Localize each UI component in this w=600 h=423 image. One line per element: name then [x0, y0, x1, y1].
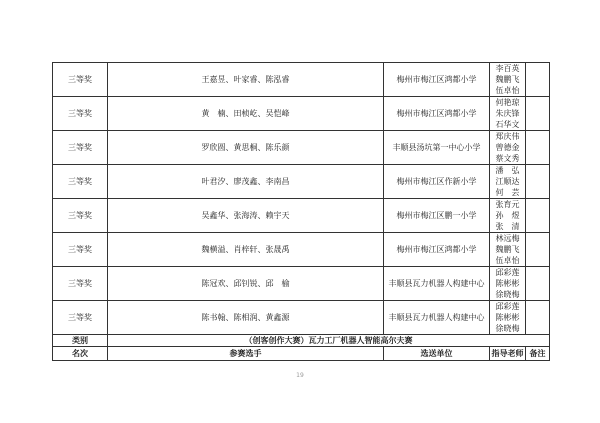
award-cell: 三等奖	[53, 267, 108, 301]
table-header-row	[53, 347, 550, 361]
award-cell: 三等奖	[53, 233, 108, 267]
table-row	[53, 267, 550, 301]
teacher-name: 蔡文秀	[495, 154, 520, 163]
remark-cell	[526, 301, 550, 335]
teacher-name: 孙 煜	[495, 211, 520, 220]
unit-cell: 丰顺县瓦力机器人构建中心	[384, 301, 490, 335]
players-cell: 叶君汐、廖茂鑫、李南昌	[108, 165, 384, 199]
award-cell: 三等奖	[53, 165, 108, 199]
teacher-name: 徐晓梅	[495, 290, 520, 299]
players-cell: 陈书翰、陈相润、黄鑫源	[108, 301, 384, 335]
remark-cell	[526, 63, 550, 97]
teachers-cell	[490, 165, 526, 199]
unit-cell: 丰顺县瓦力机器人构建中心	[384, 267, 490, 301]
remark-cell	[526, 131, 550, 165]
teachers-cell	[490, 199, 526, 233]
teachers-cell	[490, 233, 526, 267]
remark-cell	[526, 199, 550, 233]
category-title: （创客创作大赛）瓦力工厂机器人智能高尔夫赛	[108, 335, 550, 347]
teachers-cell	[490, 131, 526, 165]
teacher-name: 伍卓怡	[495, 256, 520, 265]
unit-cell: 梅州市梅江区作新小学	[384, 165, 490, 199]
teacher-name: 郑庆伟	[495, 132, 520, 141]
teacher-name: 张 清	[495, 222, 520, 231]
teachers-cell	[490, 267, 526, 301]
players-cell: 陈冠欢、邱钊锐、邱 榆	[108, 267, 384, 301]
column-header-remark: 备注	[526, 347, 550, 361]
teacher-name: 潘 弘	[495, 166, 520, 175]
teacher-name: 李百英	[495, 64, 520, 73]
remark-cell	[526, 97, 550, 131]
teacher-name: 陈彬彬	[495, 279, 520, 288]
award-cell: 三等奖	[53, 199, 108, 233]
column-header-players: 参赛选手	[108, 347, 384, 361]
unit-cell: 梅州市梅江区鸿都小学	[384, 97, 490, 131]
teacher-name: 林远梅	[495, 234, 520, 243]
unit-cell: 丰顺县汤坑第一中心小学	[384, 131, 490, 165]
column-header-teacher: 指导老师	[490, 347, 526, 361]
column-header-unit: 选送单位	[384, 347, 490, 361]
teacher-name: 徐晓梅	[495, 324, 520, 333]
teachers-cell	[490, 63, 526, 97]
teachers-cell	[490, 97, 526, 131]
teacher-name: 江顺达	[495, 177, 520, 186]
teacher-name: 陈彬彬	[495, 313, 520, 322]
players-cell: 魏横溢、肖梓轩、张晟禹	[108, 233, 384, 267]
teacher-name: 石华文	[495, 120, 520, 129]
teacher-name: 伍卓怡	[495, 86, 520, 95]
teacher-name: 朱庆锋	[495, 109, 520, 118]
unit-cell: 梅州市梅江区鸿都小学	[384, 233, 490, 267]
teacher-name: 邱彩莲	[495, 268, 520, 277]
table-row	[53, 131, 550, 165]
table-row	[53, 165, 550, 199]
table-row	[53, 301, 550, 335]
teachers-cell	[490, 301, 526, 335]
category-label: 类别	[53, 335, 108, 347]
award-cell: 三等奖	[53, 97, 108, 131]
category-row	[53, 335, 550, 347]
unit-cell: 梅州市梅江区鸿都小学	[384, 63, 490, 97]
players-cell: 吴鑫华、张海涛、赖宇天	[108, 199, 384, 233]
teacher-name: 邱彩莲	[495, 302, 520, 311]
teacher-name: 魏鹏飞	[495, 75, 520, 84]
table-row	[53, 233, 550, 267]
award-cell: 三等奖	[53, 301, 108, 335]
remark-cell	[526, 267, 550, 301]
players-cell: 罗欣圆、黄思桐、陈乐颜	[108, 131, 384, 165]
teacher-name: 魏鹏飞	[495, 245, 520, 254]
awards-table	[52, 62, 550, 361]
players-cell: 王嘉昱、叶家睿、陈泓睿	[108, 63, 384, 97]
column-header-rank: 名次	[53, 347, 108, 361]
players-cell: 黄 楠、田桢屹、吴恺峰	[108, 97, 384, 131]
unit-cell: 梅州市梅江区鹏一小学	[384, 199, 490, 233]
teacher-name: 张育元	[495, 200, 520, 209]
table-row	[53, 199, 550, 233]
remark-cell	[526, 165, 550, 199]
teacher-name: 何艳琼	[495, 98, 520, 107]
award-cell: 三等奖	[53, 131, 108, 165]
remark-cell	[526, 233, 550, 267]
teacher-name: 何 芸	[495, 188, 520, 197]
table-row	[53, 97, 550, 131]
award-cell: 三等奖	[53, 63, 108, 97]
page-number: 19	[296, 372, 304, 379]
table-row	[53, 63, 550, 97]
teacher-name: 曾德金	[495, 143, 520, 152]
